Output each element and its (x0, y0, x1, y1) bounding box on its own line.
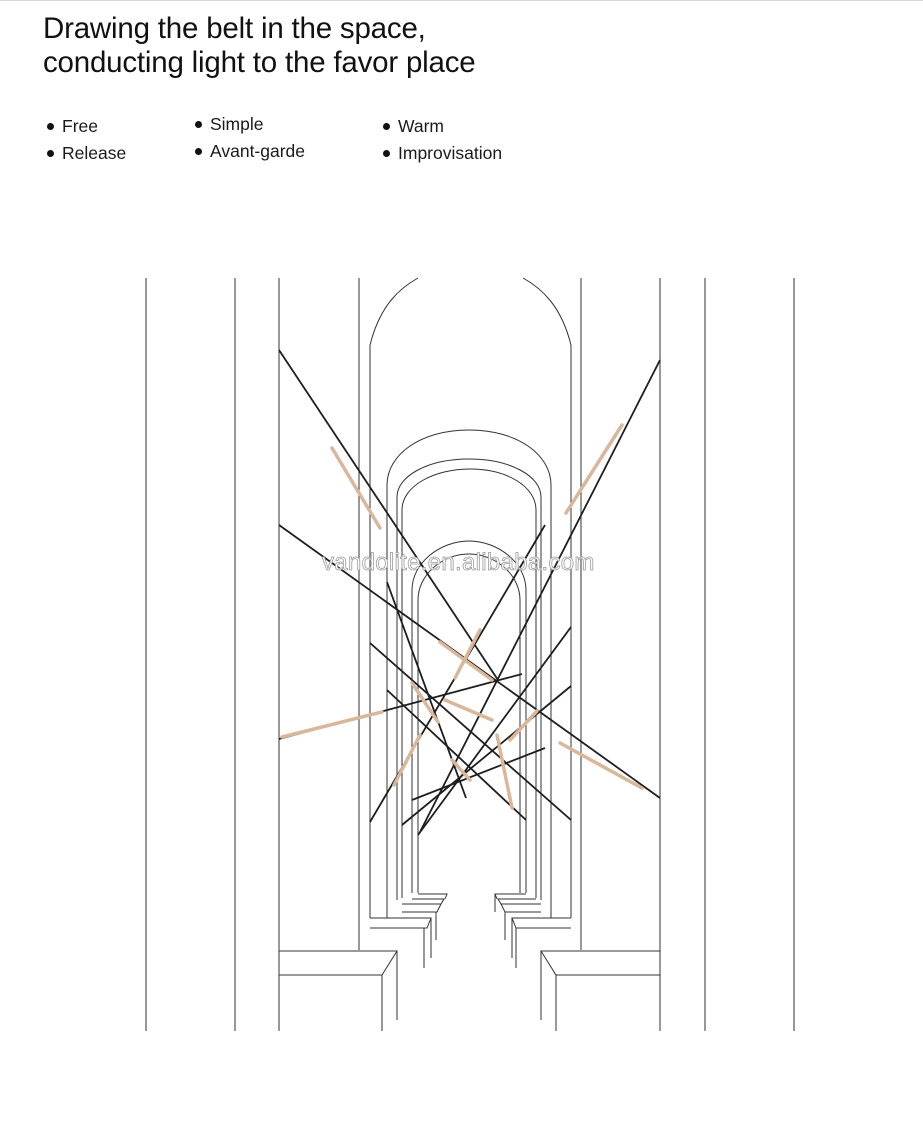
linear-light-belts (279, 350, 660, 835)
feature-item: Free (46, 113, 126, 140)
left-benches (279, 894, 447, 1031)
headline-line-1: Drawing the belt in the space, (43, 12, 426, 45)
feature-item: Release (46, 140, 126, 167)
frame-lines (146, 278, 794, 1031)
headline-line-2: conducting light to the favor place (43, 45, 476, 79)
feature-item: Improvisation (382, 140, 502, 167)
feature-item: Simple (194, 111, 305, 138)
right-benches (495, 894, 660, 1031)
feature-item: Avant-garde (194, 138, 305, 165)
feature-item: Warm (382, 113, 502, 140)
watermark: vandolite.en.alibaba.com (322, 549, 595, 576)
arches (370, 278, 571, 918)
